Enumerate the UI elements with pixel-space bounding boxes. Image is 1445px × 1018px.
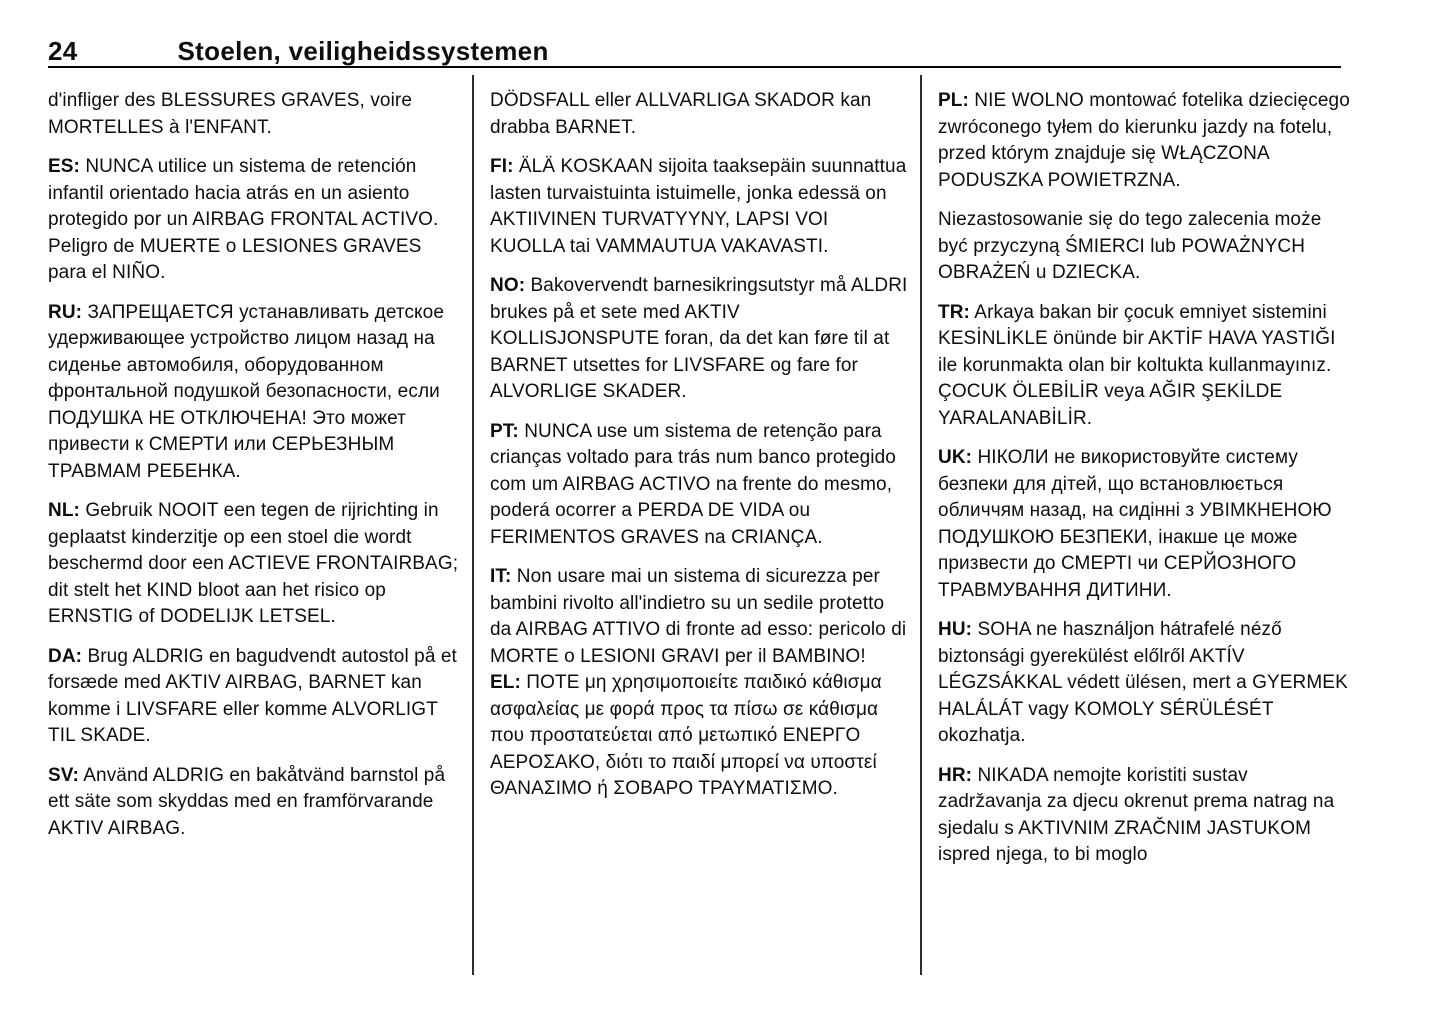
text-column-right <box>938 88 1352 882</box>
warning-paragraph: Niezastosowanie się do tego zalecenia może być przyczyną ŚMIERCI lub POWAŻNYCH OBRAŻEŃ u DZIECKA. <box>938 209 1322 283</box>
text-column-middle <box>490 88 908 816</box>
warning-paragraph-pt: PT: NUNCA use um sistema de retenção para crianças voltado para trás num banco protegido com um AIRBAG ACTIVO na frente do mesmo, poderá ocorrer a PERDA DE VIDA ou FERIMENTOS GRAVES na CRIANÇA. <box>490 420 896 548</box>
warning-paragraph-uk: UK: НІКОЛИ не використовуйте систему безпеки для дітей, що встановлюється обличчям назад, на сидінні з УВІМКНЕНОЮ ПОДУШКОЮ БЕЗПЕКИ, інакше це може призвести до СМЕРТІ чи СЕРЙОЗНОГО ТРАВМУВАННЯ ДИТИНИ. <box>938 447 1332 601</box>
warning-paragraph-el: EL: ΠΟΤΕ μη χρησιμοποιείτε παιδικό κάθισμα ασφαλείας με φορά προς τα πίσω σε κάθισμα που προστατεύεται από μετωπικό ΕΝΕΡΓΟ ΑΕΡΟΣΑΚΟ, διότι το παιδί μπορεί να υποστεί ΘΑΝΑΣΙΜΟ ή ΣΟΒΑΡΟ ΤΡΑΥΜΑΤΙΣΜΟ. <box>490 672 882 799</box>
warning-paragraph-hu: HU: SOHA ne használjon hátrafelé néző biztonsági gyerekülést előlről AKTÍV LÉGZSÁKKAL védett ülésen, mert a GYERMEK HALÁLÁT vagy KOMOLY SÉRÜLÉSÉT okozhatja. <box>938 619 1348 746</box>
warning-paragraph-da: DA: Brug ALDRIG en bagudvendt autostol på et forsæde med AKTIV AIRBAG, BARNET kan komme i LIVSFARE eller komme ALVORLIGT TIL SKADE. <box>48 645 457 746</box>
language-code: RU: <box>48 301 83 323</box>
language-code: TR: <box>938 301 970 323</box>
warning-paragraph-es: ES: NUNCA utilice un sistema de retención infantil orientado hacia atrás en un asiento protegido por un AIRBAG FRONTAL ACTIVO. Peligro de MUERTE o LESIONES GRAVES para el NIÑO. <box>48 156 439 283</box>
warning-paragraph-fi: FI: ÄLÄ KOSKAAN sijoita taaksepäin suunnattua lasten turvaistuinta istuimelle, jonka edessä on AKTIIVINEN TURVATYYNY, LAPSI VOI KUOLLA tai VAMMAUTUA VAKAVASTI. <box>490 156 907 257</box>
language-code: ES: <box>48 156 80 177</box>
warning-paragraph-hr: HR: NIKADA nemojte koristiti sustav zadržavanja za djecu okrenut prema natrag na sjedalu s AKTIVNIM ZRAČNIM JASTUKOM ispred njega, to bi moglo <box>938 764 1335 865</box>
page-header <box>48 36 549 67</box>
language-code: EL: <box>490 672 521 693</box>
language-code: HR: <box>938 764 973 786</box>
warning-paragraph: d'infliger des BLESSURES GRAVES, voire MORTELLES à l'ENFANT. <box>48 90 413 138</box>
warning-paragraph-ru: RU: ЗАПРЕЩАЕТСЯ устанавливать детское удерживающее устройство лицом назад на сиденье автомобиля, оборудованном фронтальной подушкой безопасности, если ПОДУШКА НЕ ОТКЛЮЧЕНА! Это может привести к СМЕРТИ или СЕРЬЕЗНЫМ ТРАВМАМ РЕБЕНКА. <box>48 301 445 482</box>
language-code: PL: <box>938 90 969 111</box>
content-columns <box>48 88 1397 988</box>
warning-paragraph-pl: PL: NIE WOLNO montować fotelika dziecięcego zwróconego tyłem do kierunku jazdy na fotelu, przed którym znajduje się WŁĄCZONA PODUSZKA POWIETRZNA. <box>938 90 1350 191</box>
language-code: UK: <box>938 447 973 468</box>
warning-paragraph-sv: SV: Använd ALDRIG en bakåtvänd barnstol på ett säte som skyddas med en framförvarande AKTIV AIRBAG. <box>48 764 446 839</box>
language-code: NL: <box>48 500 80 521</box>
column-separator <box>472 75 474 975</box>
language-code: NO: <box>490 275 526 296</box>
warning-paragraph-tr: TR: Arkaya bakan bir çocuk emniyet sistemini KESİNLİKLE önünde bir AKTİF HAVA YASTIĞI ile korunmakta olan bir koltukta kullanmayınız. ÇOCUK ÖLEBİLİR veya AĞIR ŞEKİLDE YARALANABİLİR. <box>938 301 1336 429</box>
text-column-left <box>48 88 462 855</box>
language-code: IT: <box>490 566 512 587</box>
language-code: DA: <box>48 645 83 667</box>
warning-paragraph: DÖDSFALL eller ALLVARLIGA SKADOR kan drabba BARNET. <box>490 90 872 138</box>
warning-paragraph-nl: NL: Gebruik NOOIT een tegen de rijrichting in geplaatst kinderzitje op een stoel die wordt beschermd door een ACTIEVE FRONTAIRBAG; dit stelt het KIND bloot aan het risico op ERNSTIG of DODELIJK LETSEL. <box>48 500 459 627</box>
page-title: Stoelen, veiligheidssystemen <box>177 36 549 66</box>
header-rule <box>48 66 1341 68</box>
warning-paragraph-it: IT: Non usare mai un sistema di sicurezza per bambini rivolto all'indietro su un sedile protetto da AIRBAG ATTIVO di fronte ad esso: pericolo di MORTE o LESIONI GRAVI per il BAMBINO! <box>490 566 907 667</box>
language-code: PT: <box>490 420 519 442</box>
page-number: 24 <box>48 36 78 66</box>
language-code: SV: <box>48 764 79 786</box>
language-code: HU: <box>938 619 973 640</box>
column-separator <box>920 75 922 975</box>
language-code: FI: <box>490 156 514 177</box>
warning-paragraph-no: NO: Bakovervendt barnesikringsutstyr må ALDRI brukes på et sete med AKTIV KOLLISJONSPUTE foran, da det kan føre til at BARNET utsettes for LIVSFARE og fare for ALVORLIGE SKADER. <box>490 275 908 402</box>
